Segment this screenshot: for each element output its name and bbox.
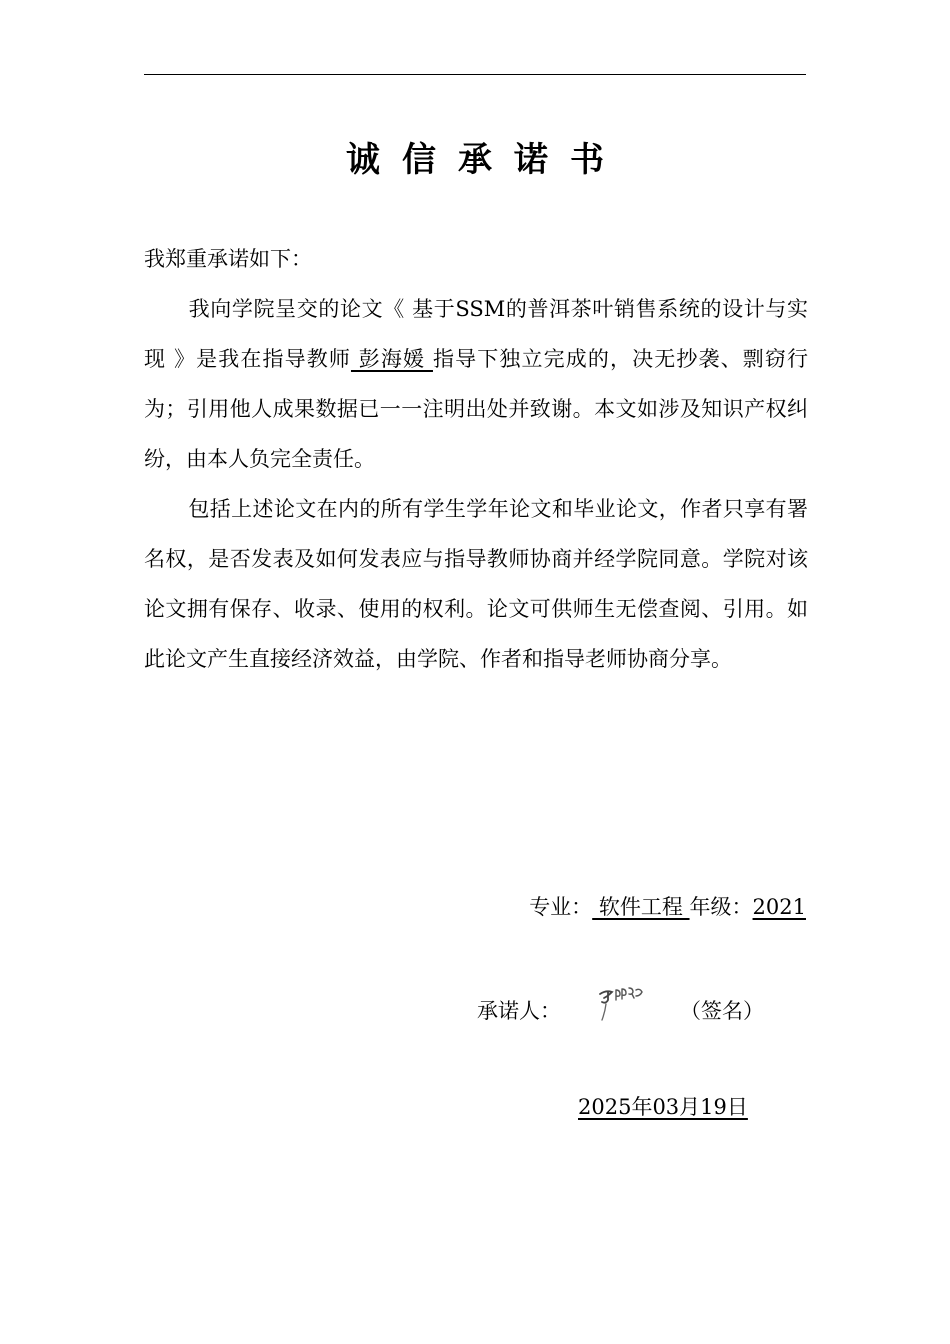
- signature-note: （签名）: [680, 999, 764, 1023]
- header-rule: [144, 74, 806, 75]
- pledge-paragraph-2-text: 包括上述论文在内的所有学生学年论文和毕业论文，作者只享有署名权，是否发表及如何发表应与指导教师协商并经学院同意。学院对该论文拥有保存、收录、使用的权利。论文可供师生无偿查阅、引用。如此论文产生直接经济效益，由学院、作者和指导老师协商分享。: [144, 497, 808, 671]
- thesis-lead-text: 我向学院呈交的论文《: [188, 297, 405, 321]
- pledge-paragraph-2: [144, 484, 808, 684]
- grade-value: 2021: [752, 895, 806, 919]
- signer-label: 承诺人：: [477, 999, 561, 1023]
- thesis-title: 基于SSM的普洱茶叶销售系统的设计与实现: [144, 297, 808, 371]
- advisor-name: 彭海媛: [350, 347, 433, 371]
- pledge-paragraph-1: [144, 284, 808, 484]
- major-grade-line: [529, 892, 806, 922]
- handwritten-signature: [596, 984, 648, 1024]
- pledge-paragraph-1-rest: 指导下独立完成的，决无抄袭、剽窃行为；引用他人成果数据已一一注明出处并致谢。本文如涉及知识产权纠纷，由本人负完全责任。: [144, 347, 809, 471]
- grade-label: 年级：: [689, 895, 753, 919]
- major-value: 软件工程: [592, 895, 690, 919]
- major-label: 专业：: [529, 895, 593, 919]
- page-title: 诚信承诺书: [346, 140, 626, 180]
- advisor-lead-text: 》是我在指导教师: [173, 347, 351, 371]
- pledge-date: 2025年03月19日: [578, 1095, 748, 1119]
- intro-line: 我郑重承诺如下：: [144, 247, 312, 271]
